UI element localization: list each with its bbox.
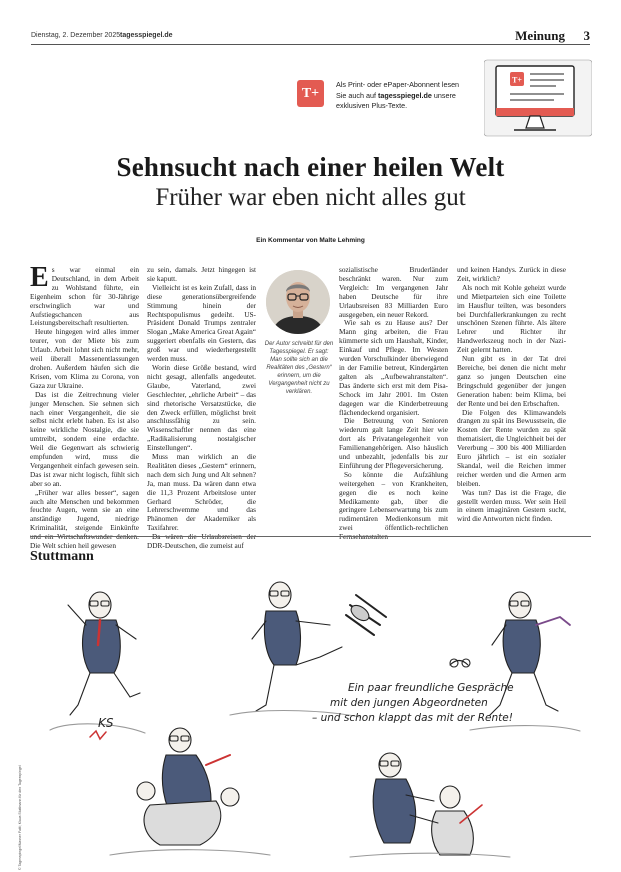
author-photo-icon — [266, 270, 330, 334]
promo-text — [336, 80, 486, 112]
article-column-2 — [147, 266, 256, 551]
tplus-badge-icon: T+ — [297, 80, 324, 107]
photo-credit: © Tagesspiegel/Nasser Fatti; Klaus Stuttmann für den Tagesspiegel — [18, 765, 22, 870]
svg-text:T+: T+ — [512, 75, 522, 85]
speech-line-2: mit den jungen Abgeordneten — [330, 697, 488, 709]
article-paragraph: Es war einmal ein Deutschland, in dem Arbeit zu Wohlstand führte, ein Eigenheim schon für 30-Jährige erschwinglich war und Aufstiegschancen aus Leistungsbereitschaft resultierten. — [30, 262, 139, 328]
cartoonist-signature: KS — [98, 716, 114, 730]
article-paragraph: Heute hingegen wird alles immer teurer, von der Miete bis zum Urlaub. Arbeit lohnt sich nicht mehr, weil überall Massenentlassungen drohen. Außerdem häufen sich die Krisen, vom Klima zu Corona, von Gaza zur Ukraine. — [30, 327, 139, 390]
article-paragraph: Das ist die Zeitrechnung vieler junger Menschen. Sie sehnen sich nach einer Vergangenheit, die sie selbst nicht erlebt haben. Es ist also keine wirkliche Nostalgie, die sie umtreibt, sondern eine erdachte. Weil die Gegenwart als schwierig empfunden wird, muss die Vergangenheit einfach gewesen sein. Das ist zwar nicht logisch, fühlt sich aber so an. — [30, 389, 139, 488]
article-headline: Sehnsucht nach einer heilen Welt — [116, 152, 505, 182]
promo-site-link[interactable]: tagesspiegel.de — [377, 90, 432, 100]
article-paragraph: „Früher war alles besser“, sagen auch alte Menschen und bekommen feuchte Augen, wenn sie an eine anständige Jugend, niedrige Kriminalität, steigende Einkünfte Die Welt schien heil gewesen — [30, 487, 139, 551]
promo-line-2: Sie auch auf tagesspiegel.de unsere — [336, 90, 456, 100]
author-portrait — [266, 270, 330, 334]
article-byline: Ein Kommentar von Malte Lehming — [256, 237, 365, 244]
article-column-3 — [339, 266, 448, 542]
speech-line-1: Ein paar freundliche Gespräche — [348, 682, 514, 694]
article-paragraph: Nun gibt es in der Tat drei Bereiche, bei denen die nicht mehr ganz so jungen Deutschen eine Bringschuld gegenüber der jungen Generation haben: beim Klima, bei der Rente und bei den Erbschaften. — [457, 354, 566, 408]
article-paragraph: Was tun? Das ist die Frage, die gestellt werden muss. Wer sein Heil in einem imaginären Gestern sucht, wird die Antworten nicht finden. — [457, 487, 566, 524]
cartoon-figure-running-icon — [450, 592, 580, 731]
article-paragraph: Die Folgen des Klimawandels drangen zu spät ins Bewusstsein, die Kosten der Rente wurden zu spät thematisiert, die Ungleichheit bei der Vererbung – 300 bis 400 Milliarden Euro jährlich – ist ein sozialer Skandal, weil die Reichen immer reicher werden und die Armen arm bleiben. — [457, 407, 566, 488]
article-paragraph: und keinen Handys. Zurück in diese Zeit, wirklich? — [457, 265, 566, 283]
section-title: Meinung — [515, 28, 565, 43]
issue-date: Dienstag, 2. Dezember 2025 — [31, 32, 121, 39]
page-number: 3 — [583, 28, 590, 43]
article-paragraph: DDR-Deutschen, die zumeist auf — [147, 541, 244, 551]
speech-line-3: – und schon klappt das mit der Rente! — [312, 712, 513, 724]
site-name[interactable]: tagesspiegel.de — [120, 32, 173, 39]
drop-cap: E — [30, 262, 49, 293]
article-paragraph: Als noch mit Kohle geheizt wurde und Mietparteien sich eine Toilette im Hausflur teilten, was besonders bei Durchfallerkrankungen zu recht unschönen Szenen führte. Als ältere Lehrer und Richter ihr Handwerkszeug noch in der Nazi-Zeit gelernt hatten. — [457, 282, 566, 355]
cartoon-illustration — [30, 565, 591, 865]
article-paragraph: Wie sah es zu Hause aus? Der Mann ging arbeiten, die Frau kümmerte sich um Haushalt, Kinder, Einkauf und Pflege. Im Westen wurden Vorschulkinder überwiegend in der Familie betreut, Kindergärten galten als „Aufbewahranstalten“. Das änderte sich erst mit dem Pisa-Schock im Jahr 2001. Im Osten dagegen war die Kinderbetreuung flächendeckend organisiert. — [339, 318, 448, 417]
computer-illustration-icon — [484, 58, 592, 138]
article-paragraph: Vielleicht ist es kein Zufall, dass in diese generationsübergreifende Stimmung hinein der Rechtspopulismus gedeiht. US-Präsident Donald Trumps zentraler Slogan „Make America Great Again“ suggeriert ebenfalls ein Gestern, das groß war und wiederhergestellt werden muss. — [147, 282, 257, 364]
article-paragraph: Worin diese Größe bestand, wird nicht gesagt, allenfalls angedeutet. Glaube, Vaterland, zwei Geschlechter, „ehrliche Arbeit“ – das sind rhetorische Versatzstücke, die den Zweck erfüllen, möglichst breit anschlussfähig zu sein. Wissenschaftler nennen das eine „Radikalisierung nostalgischer Einstellungen“. — [147, 362, 256, 453]
author-caption: Der Autor schreibt für den Tagesspiegel. Er sagt: Man sollte sich an die Realitäten des „Gestern“ erinnern, um die Vergangenheit nicht zu verklären. — [264, 341, 334, 395]
promo-line-3: exklusiven Plus-Texte. — [336, 101, 408, 110]
article-paragraph: sozialistische Bruderländer beschränkt waren. Nur zum Vergleich: Im vergangenen Jahr haben Deutsche für ihre Urlaubsreisen 83 Milliarden Euro ausgegeben, ein neuer Rekord. — [339, 265, 448, 319]
article-column-1 — [30, 262, 139, 551]
header-divider — [31, 44, 590, 45]
cartoon-title: Stuttmann — [30, 549, 94, 564]
promo-line-1: Als Print- oder ePaper-Abonnent lesen — [336, 80, 460, 89]
cartoon-figure-group-icon — [110, 728, 270, 855]
section-divider — [30, 536, 591, 537]
article-column-4 — [457, 266, 566, 524]
article-paragraph: Muss man wirklich an die Realitäten dieses „Gestern“ erinnern, nach dem sich Jung und Alt sehnen? Ja, man muss. Da wären dann etwa die 11,3 Prozent Arbeitslose unter Gerhard Schröder, die Lehrerschwemme und das Phänomen der Akademiker als Taxifahrer. — [147, 452, 256, 533]
article-paragraph: zu sein, damals. Jetzt hingegen ist sie kaputt. — [147, 265, 256, 283]
article-subheadline: Früher war eben nicht alles gut — [155, 184, 466, 211]
article-paragraph: Die Betreuung von Senioren wiederum galt lange Zeit hier wie dort als Privatangelegenheit von Familienangehörigen. Also häuslich und unbezahlt, jedenfalls bis zur Einführung der Pflegeversicherung. — [339, 416, 448, 470]
article-paragraph: So könnte die Aufzählung weitergehen – von Krankheiten, gegen die es noch keine Medikamente gab, über die geringere Lebenserwartung bis zum rudimentären Medienkonsum mit zwei öffentlich-rechtlichen — [339, 469, 448, 533]
cartoon-figure-fight-icon — [350, 753, 510, 857]
